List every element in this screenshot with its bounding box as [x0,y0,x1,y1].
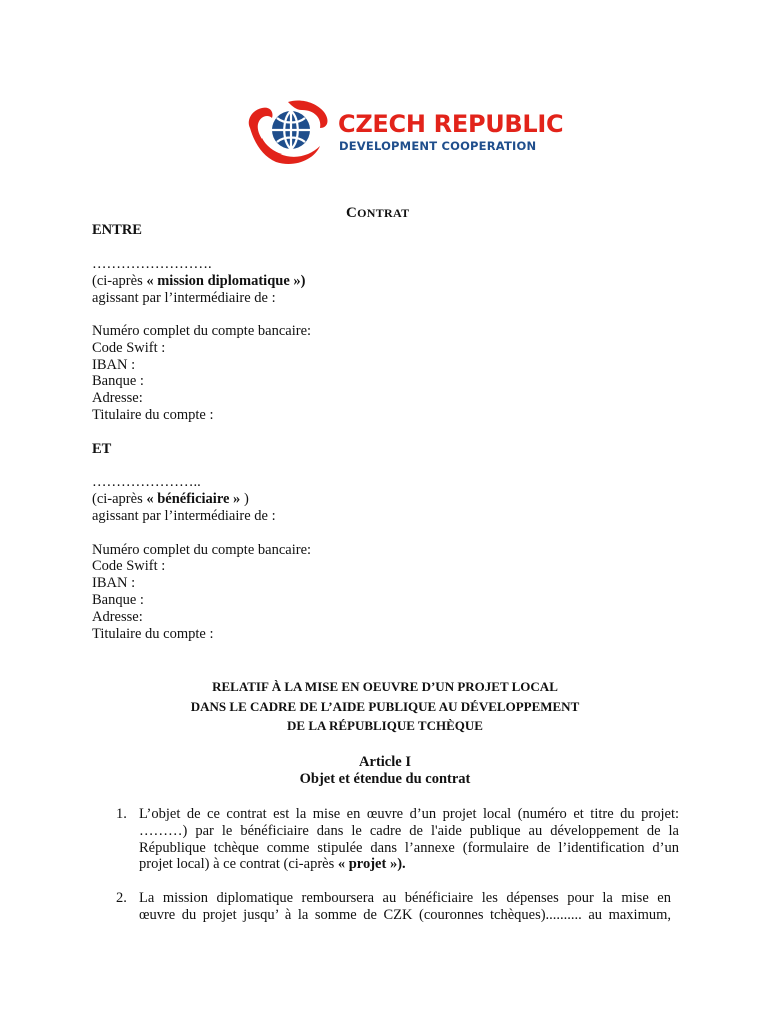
party1-bank: Banque : [92,373,144,389]
clause-1-line-4 [139,856,406,872]
party1-alias-bold: « mission diplomatique ») [146,273,306,289]
party2-address: Adresse: [92,609,143,625]
party1-swift: Code Swift : [92,340,166,356]
clause-1-last-plain: projet local) à ce contrat (ci-après [139,856,338,873]
party1-label: ENTRE [92,222,142,238]
party2-bank: Banque : [92,592,144,608]
party2-swift: Code Swift : [92,558,166,574]
clause-1-last-bold: « projet »). [337,856,406,873]
clause-1-number: 1. [116,806,127,822]
party2-alias-suffix: ) [240,491,249,507]
clause-1-line-1: L’objet de ce contrat est la mise en œuvre d’un projet local (numéro et titre du projet: [139,806,679,822]
contract-title [346,205,409,222]
clause-2-line-2: œuvre du projet jusqu’ à la somme de CZK (couronnes tchèques).......... au maximum, [139,906,671,923]
party2-iban: IBAN : [92,575,136,591]
clause-1-text [139,806,679,873]
party2-alias-bold: « bénéficiaire » [146,491,241,507]
clause-2-line-1: La mission diplomatique remboursera au bénéficiaire les dépenses pour la mise en [139,890,671,906]
article-number: Article I [359,754,411,770]
globe-hands-icon [244,98,336,168]
party2-alias-prefix: (ci-après [92,491,147,507]
article-title: Objet et étendue du contrat [299,771,471,787]
party2-agent: agissant par l’intermédiaire de : [92,508,276,524]
party1-holder: Titulaire du compte : [92,407,214,423]
party2-holder: Titulaire du compte : [92,626,214,642]
party1-agent: agissant par l’intermédiaire de : [92,290,276,306]
logo-title: CZECH REPUBLIC [338,110,564,138]
clause-1-line-2: ………) par le bénéficiaire dans le cadre de l'aide publique au développement de la [139,822,679,839]
party1-placeholder: ……………………. [92,256,212,272]
party2-label: ET [92,441,112,457]
logo-subtitle: DEVELOPMENT COOPERATION [339,139,537,153]
title-rest: ONTRAT [357,206,410,220]
title-initial: C [346,205,358,221]
party2-placeholder: ………………….. [92,474,201,490]
party2-bank-account: Numéro complet du compte bancaire: [92,542,312,558]
party1-address: Adresse: [92,390,143,406]
clause-2-number: 2. [116,890,127,906]
czech-development-cooperation-logo [244,98,564,168]
party1-alias-prefix: (ci-après [92,273,147,289]
party1-alias [92,273,305,290]
party1-bank-account: Numéro complet du compte bancaire: [92,323,312,339]
party1-iban: IBAN : [92,357,136,373]
clause-1-line-3: République tchèque comme stipulée dans l’annexe (formulaire de l’identification d’un [139,839,679,856]
subject-line-2: DANS LE CADRE DE L’AIDE PUBLIQUE AU DÉVELOPPEMENT [190,699,580,714]
subject-line-1: RELATIF À LA MISE EN OEUVRE D’UN PROJET LOCAL [212,679,558,694]
party2-alias [92,491,249,508]
subject-line-3: DE LA RÉPUBLIQUE TCHÈQUE [287,718,483,733]
clause-2-text [139,890,671,924]
